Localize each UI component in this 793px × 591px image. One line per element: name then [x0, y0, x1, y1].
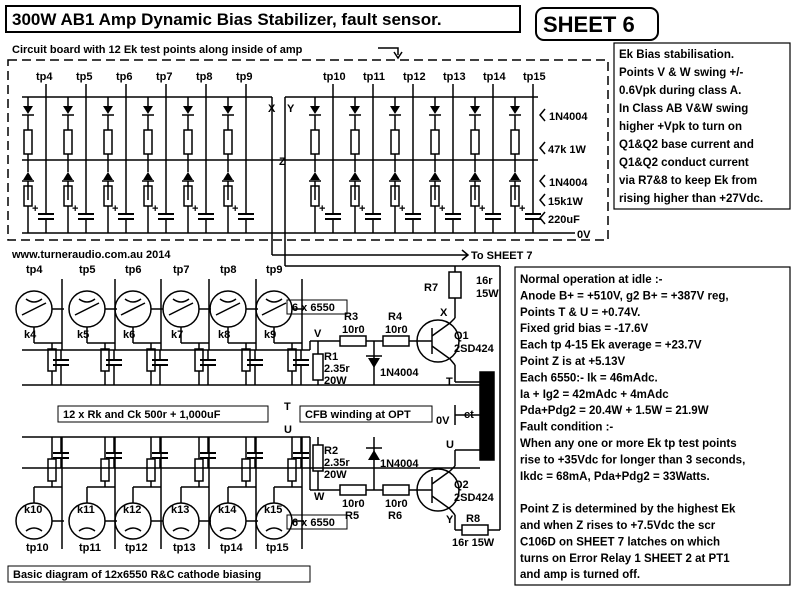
tube-6550	[69, 264, 122, 385]
r5-label: R5	[345, 510, 360, 522]
r1-val1: 2.35r	[324, 363, 350, 375]
svg-text:+: +	[72, 203, 79, 215]
board-res15k-label: 15k1W	[548, 196, 583, 208]
q1-part: 2SD424	[454, 343, 494, 355]
node-x: X	[268, 103, 276, 115]
board-0v: 0V	[577, 229, 591, 241]
board-column	[182, 71, 214, 233]
r4-label: R4	[388, 311, 403, 323]
board-diode-bottom-label: 1N4004	[549, 177, 588, 189]
tube-cathode-label: k5	[77, 329, 90, 341]
d2-label: 1N4004	[380, 458, 419, 470]
tube-6550	[115, 264, 168, 385]
normal-op-line: Each 6550:- Ik = 46mAdc.	[520, 372, 658, 385]
board-resistor-label: 47k 1W	[548, 144, 586, 156]
board-column	[102, 71, 134, 233]
ek-note-line: via R7&8 to keep Ek from	[619, 175, 758, 187]
ek-note-line: Points V & W swing +/-	[619, 67, 744, 79]
label-pointer	[540, 109, 545, 121]
ct-label: ct	[464, 409, 474, 421]
svg-text:+: +	[152, 203, 159, 215]
r5-val: 10r0	[342, 498, 365, 510]
r3-val: 10r0	[342, 324, 365, 336]
tube-cathode-label: k15	[264, 504, 283, 516]
board-diode-top-label: 1N4004	[549, 111, 588, 123]
normal-op-line: Ia + Ig2 = 42mAdc + 4mAdc	[520, 388, 669, 401]
tubes-upper-count: 6 x 6550	[292, 302, 335, 314]
svg-text:+: +	[32, 203, 39, 215]
tube-cathode-label: k9	[264, 329, 277, 341]
board-columns	[22, 71, 546, 233]
board-tp-label: tp13	[443, 71, 466, 83]
circuit-board-outline	[8, 60, 608, 240]
tube-cathode-label: k10	[24, 504, 43, 516]
normal-op-line: Each tp 4-15 Ek average = +23.7V	[520, 339, 702, 352]
node-t-left: T	[284, 401, 291, 413]
svg-text:+: +	[519, 203, 526, 215]
tube-6550	[256, 264, 309, 385]
node-y: Y	[446, 514, 454, 526]
tube-6550	[256, 437, 309, 554]
node-u-left: U	[284, 424, 292, 436]
board-column	[509, 71, 546, 233]
ek-note-line: Ek Bias stabilisation.	[619, 49, 735, 61]
normal-op-line: Fault condition :-	[520, 421, 614, 434]
r2-val2: 20W	[324, 469, 347, 481]
r1-label: R1	[324, 351, 339, 363]
board-tp-label: tp5	[76, 71, 93, 83]
tube-tp-label: tp9	[266, 264, 283, 276]
board-column	[349, 71, 385, 233]
svg-text:+: +	[439, 203, 446, 215]
r7-val2: 15W	[476, 288, 499, 300]
tube-6550	[16, 437, 69, 554]
svg-text:+: +	[112, 203, 119, 215]
node-t: T	[446, 376, 453, 388]
board-tp-label: tp12	[403, 71, 426, 83]
sheet-label: SHEET 6	[543, 12, 635, 37]
basic-caption: Basic diagram of 12x6550 R&C cathode biasing	[13, 569, 262, 581]
normal-op-line: Ikdc = 68mA, Pda+Pdg2 = 33Watts.	[520, 470, 710, 483]
board-column	[22, 71, 54, 233]
tube-6550	[16, 264, 69, 385]
normal-op-line: turns on Error Relay 1 SHEET 2 at PT1	[520, 552, 730, 565]
board-column	[222, 71, 254, 233]
r8-val: 16r 15W	[452, 537, 495, 549]
node-z: Z	[279, 156, 286, 168]
node-u: U	[446, 439, 454, 451]
normal-op-note	[520, 274, 745, 581]
board-column	[469, 71, 507, 233]
board-tp-label: tp4	[36, 71, 53, 83]
tube-tp-label: tp11	[79, 542, 102, 554]
board-column	[309, 71, 346, 233]
tube-6550	[210, 264, 263, 385]
board-tp-label: tp9	[236, 71, 253, 83]
board-column	[62, 71, 94, 233]
tube-tp-label: tp8	[220, 264, 237, 276]
board-column	[389, 71, 426, 233]
tube-cathode-label: k4	[24, 329, 37, 341]
tube-cathode-label: k11	[77, 504, 95, 516]
board-column	[429, 71, 466, 233]
label-pointer	[540, 194, 545, 206]
to-sheet7-label: To SHEET 7	[471, 250, 533, 262]
tube-tp-label: tp7	[173, 264, 190, 276]
q1-label: Q1	[454, 330, 469, 342]
normal-op-line: When any one or more Ek tp test points	[520, 438, 737, 450]
svg-text:+: +	[479, 203, 486, 215]
tube-6550	[69, 437, 122, 554]
r7-val1: 16r	[476, 275, 493, 287]
normal-op-line: Point Z is at +5.13V	[520, 356, 626, 368]
svg-text:+: +	[192, 203, 199, 215]
board-tp-label: tp14	[483, 71, 506, 83]
normal-op-line: Pda+Pdg2 = 20.4W + 1.5W = 21.9W	[520, 405, 709, 418]
to-sheet7-arrow	[450, 250, 468, 260]
normal-op-line: Normal operation at idle :-	[520, 274, 663, 286]
r8-label: R8	[466, 513, 481, 525]
label-pointer	[540, 175, 545, 187]
tube-tp-label: tp13	[173, 542, 196, 554]
ek-note-line: Q1&Q2 base current and	[619, 139, 754, 151]
svg-text:+: +	[359, 203, 366, 215]
ek-note-line: rising higher than +27Vdc.	[619, 193, 764, 205]
board-rails	[22, 97, 575, 255]
normal-op-line: Points T & U = +0.74V.	[520, 306, 641, 319]
tube-tp-label: tp6	[125, 264, 142, 276]
tube-tp-label: tp5	[79, 264, 96, 276]
normal-op-line: and amp is turned off.	[520, 569, 641, 582]
board-caption: Circuit board with 12 Ek test points along inside of amp	[12, 44, 303, 56]
node-v: V	[314, 328, 322, 340]
normal-op-line: Point Z is determined by the highest Ek	[520, 503, 736, 516]
node-y: Y	[287, 103, 295, 115]
board-tp-label: tp11	[363, 71, 386, 83]
r2-val1: 2.35r	[324, 457, 350, 469]
board-column	[142, 71, 174, 233]
q2-part: 2SD424	[454, 492, 494, 504]
tube-6550	[115, 437, 168, 554]
tube-tp-label: tp10	[26, 542, 49, 554]
cfb-label: CFB winding at OPT	[305, 409, 411, 421]
svg-text:+: +	[399, 203, 406, 215]
normal-op-line: Anode B+ = +510V, g2 B+ = +387V reg,	[520, 290, 729, 303]
board-tp-label: tp6	[116, 71, 133, 83]
node-x: X	[440, 307, 448, 319]
d1-label: 1N4004	[380, 367, 419, 379]
ek-note	[619, 49, 763, 205]
tube-6550	[163, 264, 216, 385]
tube-cathode-label: k13	[171, 504, 190, 516]
board-tp-label: tp15	[523, 71, 546, 83]
ek-note-line: Q1&Q2 conduct current	[619, 157, 749, 169]
tube-tp-label: tp4	[26, 264, 43, 276]
r4-val: 10r0	[385, 324, 408, 336]
q2-label: Q2	[454, 479, 469, 491]
board-tp-label: tp10	[323, 71, 346, 83]
caption-arrow	[378, 48, 402, 58]
node-w: W	[314, 491, 325, 503]
tubes-lower-count: 6 x 6550	[292, 517, 335, 529]
r1-val2: 20W	[324, 375, 347, 387]
website: www.turneraudio.com.au 2014	[12, 249, 171, 261]
tube-cathode-label: k6	[123, 329, 136, 341]
tube-cathode-label: k12	[123, 504, 142, 516]
r3-label: R3	[344, 311, 359, 323]
ek-note-line: 0.6Vpk during class A.	[619, 85, 742, 97]
tube-tp-label: tp14	[220, 542, 243, 554]
normal-op-line: Fixed grid bias = -17.6V	[520, 323, 649, 336]
board-tp-label: tp7	[156, 71, 173, 83]
ek-note-line: higher +Vpk to turn on	[619, 121, 742, 133]
board-tp-label: tp8	[196, 71, 213, 83]
svg-text:+: +	[319, 203, 326, 215]
label-pointer	[540, 142, 545, 154]
tube-cathode-label: k8	[218, 329, 231, 341]
normal-op-line: and when Z rises to +7.5Vdc the scr	[520, 520, 716, 532]
normal-op-line: rise to +35Vdc for longer than 3 seconds,	[520, 454, 746, 467]
r2-label: R2	[324, 445, 339, 457]
tube-tp-label: tp12	[125, 542, 148, 554]
board-cap-label: 220uF	[548, 214, 580, 226]
rk-ck-label: 12 x Rk and Ck 500r + 1,000uF	[63, 409, 221, 421]
svg-text:+: +	[232, 203, 239, 215]
tube-6550	[210, 437, 263, 554]
opt-0v: 0V	[436, 415, 450, 427]
normal-op-line: C106D on SHEET 7 latches on which	[520, 536, 721, 549]
r7-label: R7	[424, 282, 439, 294]
tube-tp-label: tp15	[266, 542, 289, 554]
tube-6550	[163, 437, 216, 554]
ek-note-line: In Class AB V&W swing	[619, 103, 749, 115]
r6-val: 10r0	[385, 498, 408, 510]
tube-cathode-label: k14	[218, 504, 237, 516]
tube-cathode-label: k7	[171, 329, 184, 341]
page-title: 300W AB1 Amp Dynamic Bias Stabilizer, fault sensor.	[12, 10, 442, 29]
r6-label: R6	[388, 510, 403, 522]
